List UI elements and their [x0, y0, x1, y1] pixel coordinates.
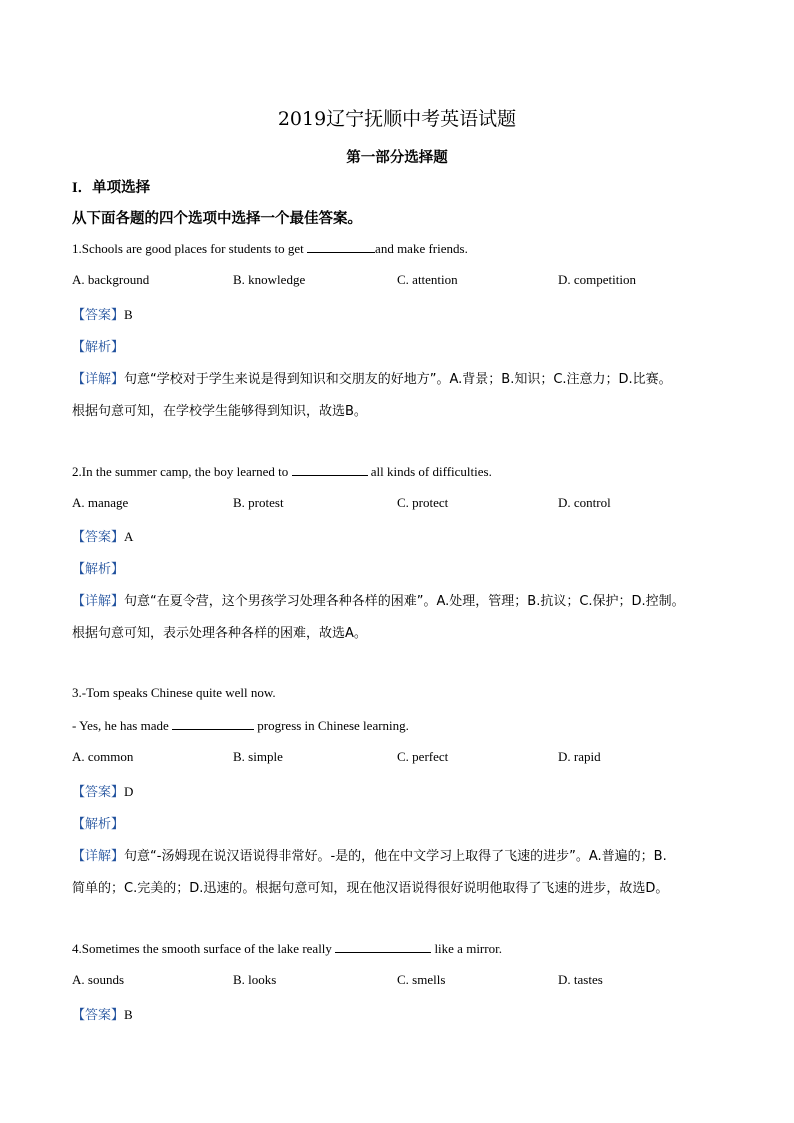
page-subtitle: 第一部分选择题: [346, 149, 448, 166]
question-3-option-d: D. rapid: [558, 749, 601, 764]
question-2-option-b: B. protest: [233, 495, 284, 510]
question-1-answer: 【答案】B: [72, 307, 133, 323]
question-2-detail-line-1: 【详解】句意“在夏令营，这个男孩学习处理各种各样的困难”。A.处理，管理；B.抗议；C.保护；D.控制。: [72, 594, 685, 609]
question-1-option-a: A. background: [72, 272, 150, 287]
question-4-option-a: A. sounds: [72, 972, 125, 987]
question-4-option-c: C. smells: [397, 972, 446, 987]
section-heading: I．单项选择: [72, 180, 151, 196]
section-instruction: 从下面各题的四个选项中选择一个最佳答案。: [72, 211, 362, 227]
question-3-answer: 【答案】D: [72, 784, 134, 800]
question-3-analysis-label: 【解析】: [72, 817, 125, 832]
question-4-stem: 4.Sometimes the smooth surface of the lake really like a mirror.: [72, 941, 502, 956]
question-2-stem: 2.In the summer camp, the boy learned to all kinds of difficulties.: [72, 464, 492, 479]
question-1-detail-line-2: 根据句意可知，在学校学生能够得到知识，故选B。: [72, 404, 367, 419]
answer-blank: [292, 463, 368, 476]
question-3-stem-line-1: 3.-Tom speaks Chinese quite well now.: [72, 685, 276, 700]
question-4-option-b: B. looks: [233, 972, 277, 987]
page-title: 2019辽宁抚顺中考英语试题: [277, 108, 517, 130]
question-2-analysis-label: 【解析】: [72, 562, 125, 577]
question-3-option-a: A. common: [72, 749, 134, 764]
question-3-detail-line-1: 【详解】句意“-汤姆现在说汉语说得非常好。-是的，他在中文学习上取得了飞速的进步”。A.普遍的；B.: [72, 849, 667, 864]
question-3-option-b: B. simple: [233, 749, 283, 764]
question-4-option-d: D. tastes: [558, 972, 603, 987]
question-2-detail-line-2: 根据句意可知，表示处理各种各样的困难，故选A。: [72, 626, 367, 641]
question-3-option-c: C. perfect: [397, 749, 449, 764]
question-1-stem: 1.Schools are good places for students to get and make friends.: [72, 241, 468, 256]
question-2-option-c: C. protect: [397, 495, 449, 510]
answer-blank: [172, 717, 254, 730]
answer-blank: [335, 940, 431, 953]
question-1-analysis-label: 【解析】: [72, 340, 125, 355]
question-1-option-b: B. knowledge: [233, 272, 306, 287]
question-2-option-a: A. manage: [72, 495, 129, 510]
question-3-detail-line-2: 简单的；C.完美的；D.迅速的。根据句意可知，现在他汉语说得很好说明他取得了飞速的进步，故选D。: [72, 881, 669, 896]
answer-blank: [307, 240, 375, 253]
question-1-option-d: D. competition: [558, 272, 636, 287]
question-1-detail-line-1: 【详解】句意“学校对于学生来说是得到知识和交朋友的好地方”。A.背景；B.知识；C.注意力；D.比赛。: [72, 372, 672, 387]
question-3-stem-line-2: - Yes, he has made progress in Chinese learning.: [72, 718, 409, 733]
question-2-answer: 【答案】A: [72, 529, 134, 545]
question-4-answer: 【答案】B: [72, 1007, 133, 1023]
question-1-option-c: C. attention: [397, 272, 458, 287]
question-2-option-d: D. control: [558, 495, 611, 510]
